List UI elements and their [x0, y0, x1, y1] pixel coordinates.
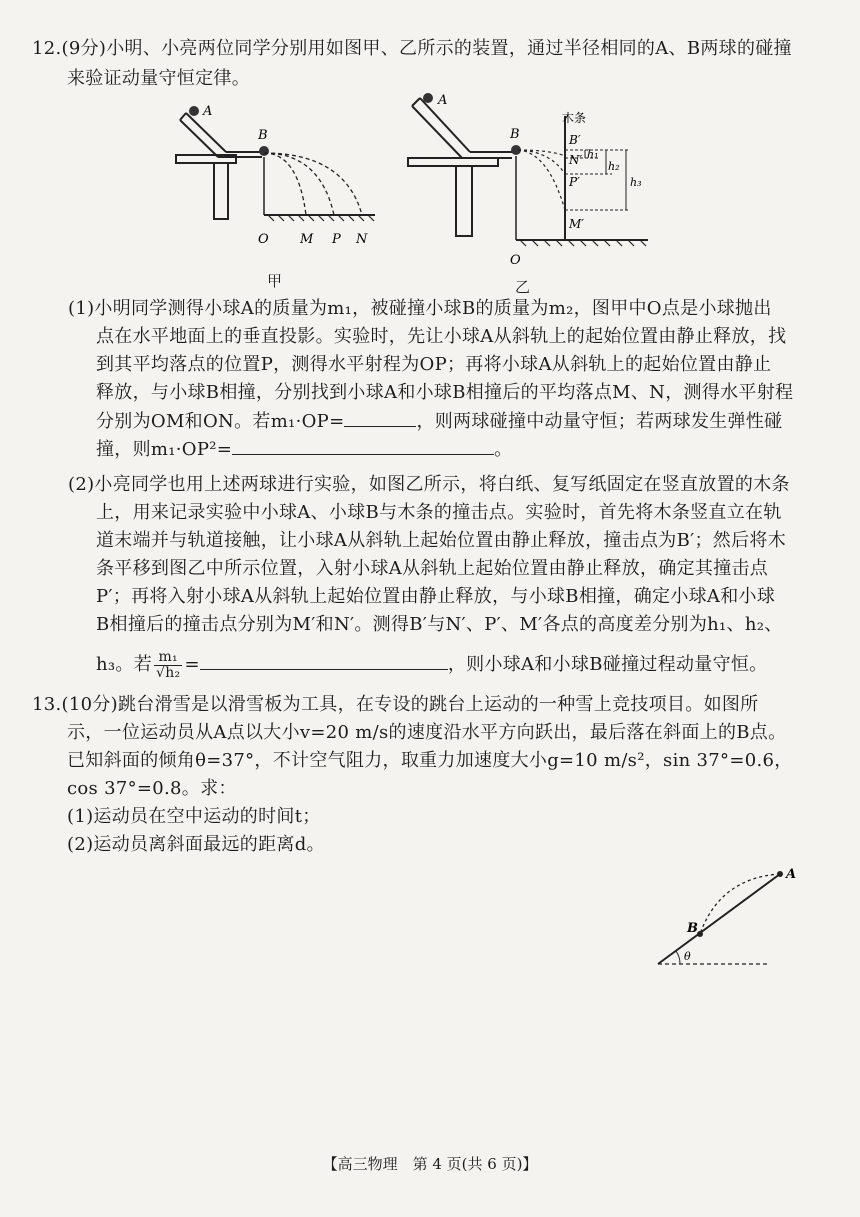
fraction-numerator: m₁	[154, 650, 182, 666]
label-P-jia: P	[332, 232, 341, 247]
fraction-m1-sqrt-h2	[154, 650, 182, 681]
label-mutiao: 木条	[562, 111, 587, 125]
q12-p2-line7-eq: =	[184, 654, 200, 675]
label-B-jia: B	[258, 128, 268, 143]
label-O-jia: O	[258, 232, 269, 247]
label-h3: h₃	[630, 176, 642, 189]
q12-p2-line4: 条平移到图乙中所示位置，入射小球A从斜轨上起始位置由静止释放，确定其撞击点	[96, 558, 769, 579]
q12-p2-line7-b: ，则小球A和小球B碰撞过程动量守恒。	[447, 654, 768, 675]
fraction-denominator: √h₂	[156, 664, 181, 681]
label-theta: θ	[684, 950, 691, 963]
label-Bprime: B′	[569, 133, 581, 147]
q13-line4: cos 37°=0.8。求：	[67, 778, 237, 799]
caption-jia: 甲	[267, 272, 283, 290]
q12-p1-line3: 到其平均落点的位置P，测得水平射程为OP；再将小球A从斜轨上的起始位置由静止	[96, 354, 772, 375]
page-footer: 【高三物理 第 4 页(共 6 页)】	[322, 1155, 538, 1173]
figure-yi	[400, 88, 655, 268]
q12-p1-line6-a: 撞，则m₁·OP²=	[96, 439, 233, 460]
label-B-slope: B	[687, 921, 698, 936]
q12-line2: 来验证动量守恒定律。	[67, 68, 250, 89]
q12-p2-line2: 上，用来记录实验中小球A、小球B与木条的撞击点。实验时，首先将木条竖直立在轨	[96, 502, 782, 523]
q12-p2-line7-a: h₃。若	[96, 654, 153, 675]
label-Nprime: N′	[569, 153, 583, 167]
q12-p2-line6: B相撞后的撞击点分别为M′和N′。测得B′与N′、P′、M′各点的高度差分别为h₁、h₂、	[96, 614, 783, 635]
label-Pprime: P′	[569, 175, 580, 189]
q12-p1-line2: 点在水平地面上的垂直投影。实验时，先让小球A从斜轨上的起始位置由静止释放，找	[96, 326, 787, 347]
q13-line1: 13.(10分)跳台滑雪是以滑雪板为工具，在专设的跳台上运动的一种雪上竞技项目。如图所	[32, 694, 759, 715]
q12-p1-line1: (1)小明同学测得小球A的质量为m₁，被碰撞小球B的质量为m₂，图甲中O点是小球抛出	[68, 298, 772, 319]
q12-p2-line3: 道末端并与轨道接触，让小球A从斜轨上起始位置由静止释放，撞击点为B′；然后将木	[96, 530, 787, 551]
figure-ski-slope	[650, 862, 810, 974]
label-A-yi: A	[438, 93, 448, 108]
q13-line3: 已知斜面的倾角θ=37°，不计空气阻力，取重力加速度大小g=10 m/s²，sin 37°=0.6，	[67, 750, 793, 771]
q12-p2-line7	[96, 648, 767, 682]
q12-line1: 12.(9分)小明、小亮两位同学分别用如图甲、乙所示的装置，通过半径相同的A、B两球的碰撞	[32, 38, 792, 59]
label-Mprime: M′	[569, 217, 585, 231]
label-A-slope: A	[786, 867, 797, 882]
q13-line2: 示，一位运动员从A点以大小v=20 m/s的速度沿水平方向跃出，最后落在斜面上的B点。	[67, 722, 787, 743]
figure-jia	[170, 95, 385, 255]
answer-blank-3[interactable]	[200, 653, 448, 670]
answer-blank-1[interactable]	[344, 410, 416, 427]
caption-yi: 乙	[515, 278, 531, 296]
label-h1: h₁	[587, 148, 599, 161]
q12-p1-line5	[96, 410, 782, 433]
q12-p1-line5-b: ，则两球碰撞中动量守恒；若两球发生弹性碰	[416, 411, 783, 432]
label-A-jia: A	[203, 104, 213, 119]
q12-p1-line4: 释放，与小球B相撞，分别找到小球A和小球B相撞后的平均落点M、N，测得水平射程	[96, 382, 794, 403]
label-B-yi: B	[510, 127, 520, 142]
q12-p1-line6	[96, 438, 512, 461]
label-M-jia: M	[300, 232, 314, 247]
label-h2: h₂	[608, 160, 620, 173]
label-O-yi: O	[510, 253, 521, 268]
q12-p1-line5-a: 分别为OM和ON。若m₁·OP=	[96, 411, 345, 432]
q12-p1-line6-b: 。	[494, 439, 513, 460]
q13-line6: (2)运动员离斜面最远的距离d。	[67, 834, 325, 855]
label-N-jia: N	[356, 232, 368, 247]
q12-p2-line1: (2)小亮同学也用上述两球进行实验，如图乙所示，将白纸、复写纸固定在竖直放置的木条	[68, 474, 790, 495]
answer-blank-2[interactable]	[232, 438, 494, 455]
q12-p2-line5: P′；再将入射小球A从斜轨上起始位置由静止释放，与小球B相撞，确定小球A和小球	[96, 586, 776, 607]
q13-line5: (1)运动员在空中运动的时间t；	[67, 806, 321, 827]
